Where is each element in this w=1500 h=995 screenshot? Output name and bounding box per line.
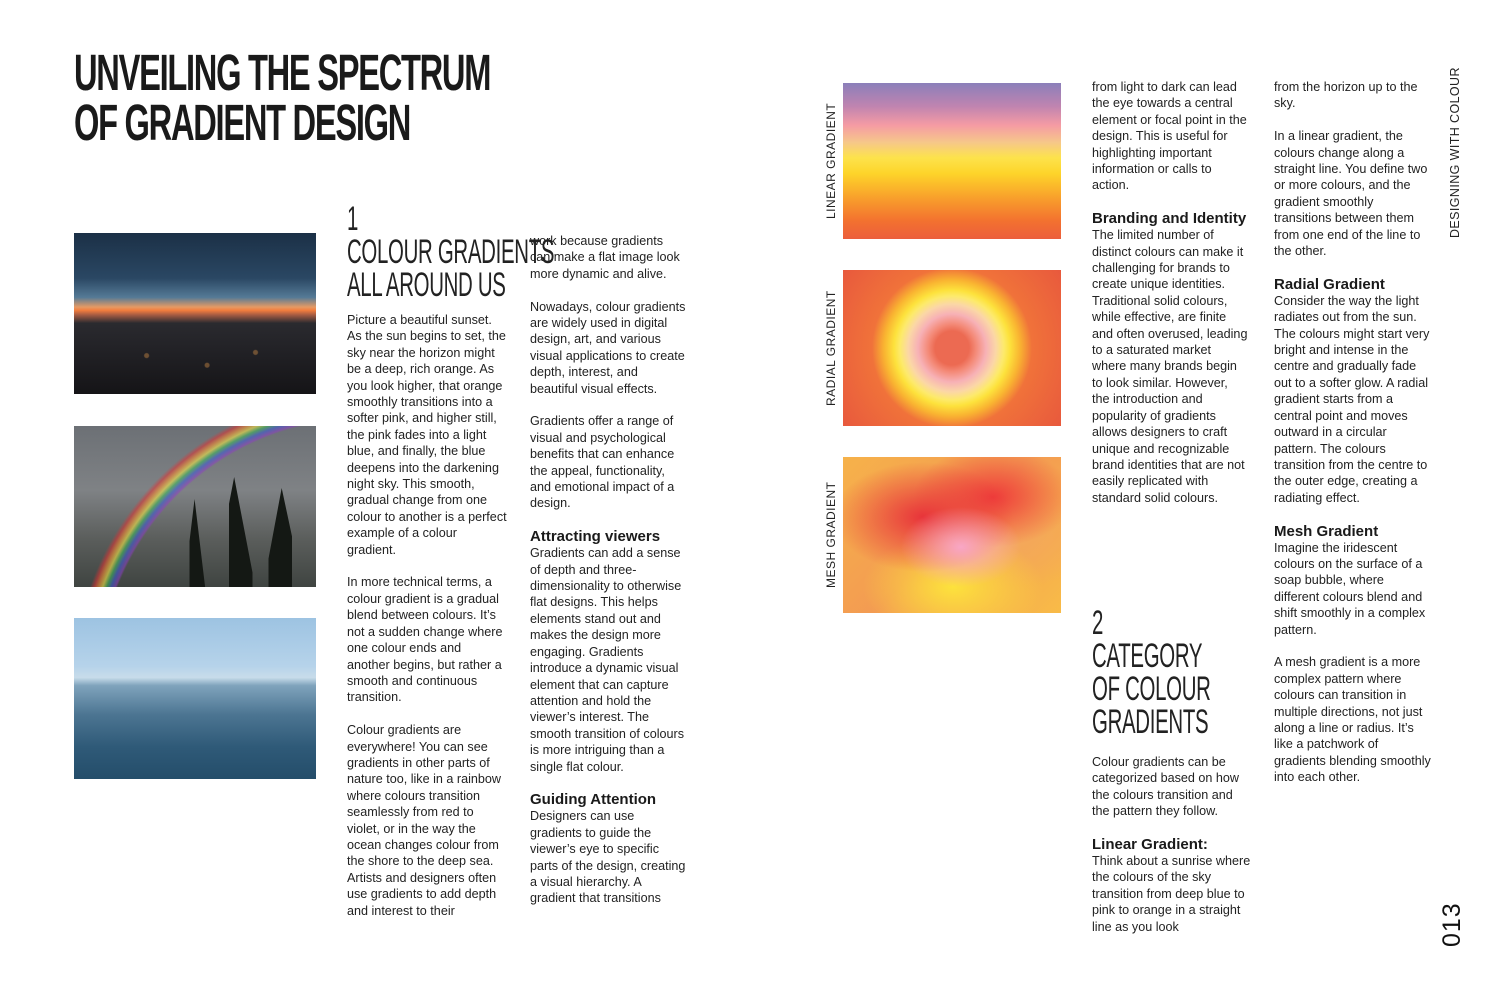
attracting-viewers-heading: Attracting viewers	[530, 528, 661, 546]
section-1-title	[347, 233, 555, 304]
page-number: 013	[1438, 902, 1466, 947]
mesh-gradient-text: Imagine the iridescent colours on the surface of a soap bubble, where different colours blend and shift smoothly in a complex pattern.	[1274, 540, 1426, 637]
section-1-paragraph-2: In more technical terms, a colour gradient is a gradual blend between colours. It’s not a sudden change where one colour ends and another begins, but rather a smooth and continuous transition.	[347, 575, 503, 705]
radial-gradient-label: RADIAL GRADIENT	[824, 290, 838, 406]
column-2	[530, 233, 686, 923]
section-1-paragraph-5: Nowadays, colour gradients are widely used in digital design, art, and various visual applications to create depth, interest, and beautiful visual effects.	[530, 299, 686, 396]
linear-gradient-continued: from the horizon up to the sky.	[1274, 80, 1418, 111]
section-1-paragraph-3: Colour gradients are everywhere! You can see gradients in other parts of nature too, like in a rainbow where colours transition seamlessly from red to violet, or in the way the ocean changes colour from the shore to the deep sea. Artists and designers often use gradients to add depth and interest to their	[347, 723, 502, 918]
mesh-gradient-label: MESH GRADIENT	[824, 481, 838, 589]
section-1-paragraph-4: work because gradients can make a flat image look more dynamic and alive.	[530, 234, 680, 281]
ocean-photo	[74, 618, 316, 779]
column-4	[1274, 79, 1432, 802]
radial-gradient-heading: Radial Gradient	[1274, 275, 1385, 293]
section-2-title	[1092, 637, 1211, 741]
linear-gradient-text: Think about a sunrise where the colours of the sky transition from deep blue to pink to orange in a straight line as you look	[1092, 854, 1251, 934]
rainbow-photo	[74, 426, 316, 587]
mesh-gradient-heading: Mesh Gradient	[1274, 522, 1379, 540]
linear-gradient-swatch	[843, 83, 1061, 239]
section-2	[1092, 604, 1252, 951]
guiding-attention-text: Designers can use gradients to guide the viewer’s eye to specific parts of the design, creating a visual hierarchy. A gradient that transitions	[530, 809, 686, 906]
section-1-title-line-1: COLOUR GRADIENTS	[347, 233, 555, 271]
page-title-line-2: OF GRADIENT DESIGN	[74, 94, 411, 151]
section-1-paragraph-1: Picture a beautiful sunset. As the sun begins to set, the sky near the horizon might be a deep, rich orange. As you look higher, that orange smoothly transitions into a softer pink, and higher still, the pink fades into a light blue, and finally, the blue deepens into the darkening night sky. This smooth, gradual change from one colour to another is a perfect example of a colour gradient.	[347, 313, 507, 557]
guiding-attention-heading: Guiding Attention	[530, 791, 657, 809]
page-title	[74, 44, 491, 151]
guiding-attention-continued: from light to dark can lead the eye towards a central element or focal point in the design. This is useful for highlighting important information or calls to action.	[1092, 80, 1247, 193]
section-1-paragraph-6: Gradients offer a range of visual and psychological benefits that can enhance the appeal, functionality, and emotional impact of a design.	[530, 414, 675, 511]
section-2-title-line-3: GRADIENTS	[1092, 703, 1209, 741]
attracting-viewers-text: Gradients can add a sense of depth and three-dimensionality to otherwise flat designs. This helps elements stand out and makes the design more engaging. Gradients introduce a dynamic visual element that can capture attention and hold the viewer’s interest. The smooth transition of colours is more intriguing than a single flat colour.	[530, 546, 684, 774]
page-title-line-1: UNVEILING THE SPECTRUM	[74, 44, 491, 101]
branding-identity-heading: Branding and Identity	[1092, 210, 1247, 228]
radial-gradient-text: Consider the way the light radiates out from the sun. The colours might start very bright and intense in the centre and gradually fade out to a softer glow. A radial gradient starts from a central point and moves outward in a circular pattern. The colours transition from the centre to the outer edge, creating a radiating effect.	[1274, 293, 1430, 505]
linear-gradient-label: LINEAR GRADIENT	[824, 102, 838, 220]
mesh-gradient-definition: A mesh gradient is a more complex pattern where colours can transition in multiple directions, not just along a line or radius. It’s like a patchwork of gradients blending smoothly into each other.	[1274, 655, 1431, 785]
column-1	[347, 200, 555, 935]
section-1-title-line-2: ALL AROUND US	[347, 266, 506, 304]
section-2-number: 2	[1092, 604, 1104, 642]
radial-gradient-swatch	[843, 270, 1061, 426]
column-3	[1092, 79, 1248, 523]
running-head: DESIGNING WITH COLOUR	[1448, 67, 1462, 238]
section-1-number: 1	[347, 200, 359, 238]
sunset-photo	[74, 233, 316, 394]
linear-gradient-definition: In a linear gradient, the colours change along a straight line. You define two or more colours, and the gradient smoothly transitions between them from one end of the line to the other.	[1274, 129, 1428, 259]
linear-gradient-heading: Linear Gradient:	[1092, 836, 1208, 854]
section-2-title-line-1: CATEGORY	[1092, 637, 1203, 675]
section-2-intro: Colour gradients can be categorized based on how the colours transition and the pattern they follow.	[1092, 755, 1240, 819]
section-2-title-line-2: OF COLOUR	[1092, 670, 1211, 708]
mesh-gradient-swatch	[843, 457, 1061, 613]
branding-identity-text: The limited number of distinct colours can make it challenging for brands to create unique identities. Traditional solid colours, while effective, are finite and often overused, leading to a saturated market where many brands begin to look similar. However, the introduction and popularity of gradients allows designers to craft unique and recognizable brand identities that are not easily replicated with standard solid colours.	[1092, 228, 1248, 505]
